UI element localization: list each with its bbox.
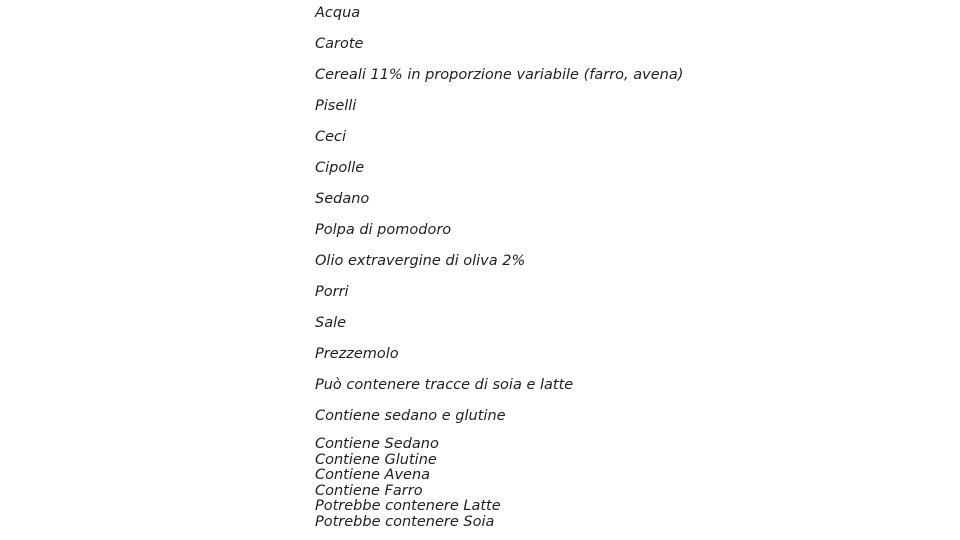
ingredient-item: Olio extravergine di oliva 2% <box>315 253 526 269</box>
ingredient-item: Acqua <box>315 5 361 21</box>
ingredient-item: Sale <box>315 315 347 331</box>
allergen-item: Contiene Farro <box>315 482 423 499</box>
allergen-item: Contiene Sedano <box>315 436 439 452</box>
allergen-item: Contiene Glutine <box>315 451 437 468</box>
ingredient-item: Cipolle <box>315 160 365 176</box>
allergen-item: Potrebbe contenere Latte <box>315 498 501 514</box>
ingredient-item: Porri <box>315 284 349 300</box>
ingredient-item: Ceci <box>315 129 347 145</box>
allergen-item: Contiene Avena <box>315 467 431 483</box>
ingredient-list <box>315 0 683 434</box>
ingredient-item: Cereali 11% in proporzione variabile (farro, avena) <box>315 67 684 83</box>
allergen-list <box>315 437 501 530</box>
ingredient-item: Prezzemolo <box>315 346 399 362</box>
ingredient-item: Sedano <box>315 191 370 207</box>
ingredient-item: Piselli <box>315 98 357 114</box>
ingredient-item: Carote <box>315 36 364 52</box>
ingredient-item: Contiene sedano e glutine <box>315 408 506 424</box>
allergen-item: Potrebbe contenere Soia <box>315 513 495 530</box>
ingredient-item: Polpa di pomodoro <box>315 222 452 238</box>
ingredient-item: Può contenere tracce di soia e latte <box>315 377 574 393</box>
